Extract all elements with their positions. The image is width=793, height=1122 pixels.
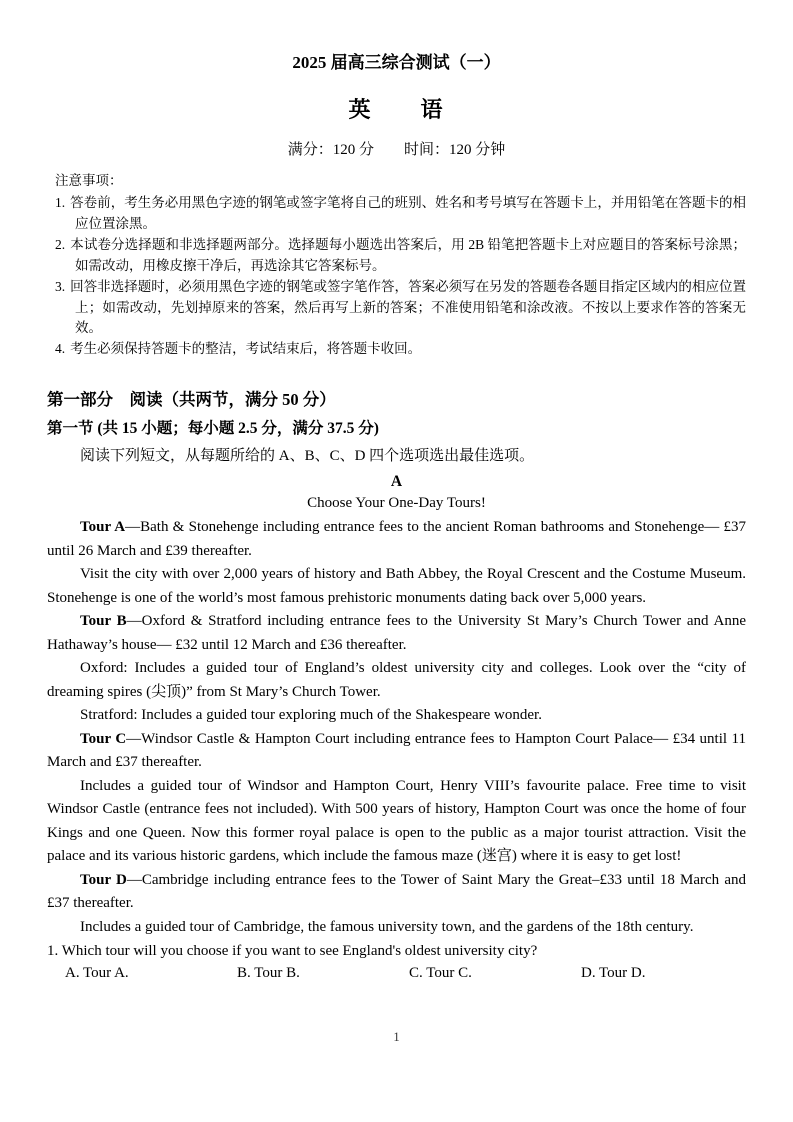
passage-paragraph [47, 704, 746, 728]
exam-title: 2025 届高三综合测试（一） [292, 53, 501, 72]
tour-c-label: Tour C [80, 730, 127, 747]
part-one-heading: 第一部分 阅读（共两节，满分 50 分） [47, 390, 336, 410]
passage-paragraph-tour-d [47, 869, 746, 916]
notice-heading: 注意事项： [55, 173, 123, 188]
notice-item-2-number: 2. [55, 236, 66, 252]
passage-paragraph [47, 916, 746, 940]
tour-a-label: Tour A [80, 519, 126, 536]
notice-item-2 [55, 235, 746, 277]
notice-item-1 [55, 193, 746, 235]
notice-item-3-number: 3. [55, 278, 66, 294]
question-1-option-a: A. Tour A. [65, 965, 129, 982]
notice-item-4 [55, 339, 746, 360]
passage-title: Choose Your One-Day Tours! [307, 495, 486, 512]
question-1-stem: 1. Which tour will you choose if you want to see England's oldest university city? [47, 943, 538, 960]
notice-item-1-number: 1. [55, 194, 66, 210]
paragraph-text: Visit the city with over 2,000 years of history and Bath Abbey, the Royal Crescent and the Costume Museum. Stonehenge is one of the world’s most famous prehistoric monuments dating back over 5,000 years. [47, 566, 746, 606]
paragraph-text: Stratford: Includes a guided tour exploring much of the Shakespeare wonder. [80, 707, 542, 724]
passage-body [47, 516, 746, 939]
notice-item-2-text: 本试卷分选择题和非选择题两部分。选择题每小题选出答案后，用 2B 铅笔把答题卡上对应题目的答案标号涂黑；如需改动，用橡皮擦干净后，再选涂其它答案标号。 [70, 236, 746, 273]
paragraph-text: —Cambridge including entrance fees to the Tower of Saint Mary the Great–£33 until 18 March and £37 thereafter. [47, 871, 746, 912]
question-1-option-c: C. Tour C. [409, 965, 472, 982]
section-instruction: 阅读下列短文，从每题所给的 A、B、C、D 四个选项选出最佳选项。 [80, 448, 535, 465]
passage-paragraph-tour-b [47, 610, 746, 657]
passage-paragraph [47, 775, 746, 869]
paragraph-text: Includes a guided tour of Windsor and Hampton Court, Henry VIII’s favourite palace. Free time to visit Windsor Castle (entrance fees not included). With 500 years of history, Hampton Court was once the home of four Kings and one Queen. Now this former royal palace is open to the public as a major tourist attraction. Visit the palace and its various historic gardens, which include the famous maze (迷宫) where it is easy to get lost! [47, 777, 746, 865]
notice-item-1-text: 答卷前，考生务必用黑色字迹的钢笔或签字笔将自己的班别、姓名和考号填写在答题卡上，并用铅笔在答题卡的相应位置涂黑。 [70, 194, 746, 231]
notice-item-3 [55, 277, 746, 340]
paragraph-text: —Bath & Stonehenge including entrance fees to the ancient Roman bathrooms and Stonehenge— £37 until 26 March and £39 thereafter. [47, 519, 746, 559]
notice-section [47, 171, 746, 360]
question-1-option-d: D. Tour D. [581, 965, 646, 982]
notice-item-3-text: 回答非选择题时，必须用黑色字迹的钢笔或签字笔作答，答案必须写在另发的答题卷各题目指定区域内的相应位置上；如需改动，先划掉原来的答案，然后再写上新的答案；不准使用铅笔和涂改液。不按以上要求作答的答案无效。 [70, 278, 746, 336]
passage-paragraph [47, 563, 746, 610]
question-1-option-b: B. Tour B. [237, 965, 300, 982]
passage-label: A [390, 473, 403, 491]
notice-item-4-number: 4. [55, 341, 66, 357]
passage-paragraph [47, 657, 746, 704]
question-1-options [47, 965, 746, 982]
notice-item-4-text: 考生必须保持答题卡的整洁，考试结束后，将答题卡收回。 [70, 341, 422, 357]
page-number: 1 [393, 1030, 400, 1044]
passage-paragraph-tour-c [47, 728, 746, 775]
subject-title: 英 语 [348, 97, 445, 122]
tour-d-label: Tour D [80, 871, 127, 888]
paragraph-text: Oxford: Includes a guided tour of England’s oldest university city and colleges. Look over the “city of dreaming spires (尖顶)” from St Mary’s Church Tower. [47, 660, 746, 700]
score-time-line: 满分：120 分 时间：120 分钟 [287, 142, 506, 158]
paragraph-text: —Oxford & Stratford including entrance fees to the University St Mary’s Church Tower and Anne Hathaway’s house— £32 until 12 March and £36 thereafter. [47, 613, 746, 653]
paragraph-text: Includes a guided tour of Cambridge, the famous university town, and the gardens of the 18th century. [80, 918, 694, 935]
passage-paragraph-tour-a [47, 516, 746, 563]
section-one-heading: 第一节 (共 15 小题；每小题 2.5 分，满分 37.5 分) [47, 420, 379, 438]
paragraph-text: —Windsor Castle & Hampton Court including entrance fees to Hampton Court Palace— £34 until 11 March and £37 thereafter. [47, 730, 746, 771]
tour-b-label: Tour B [80, 613, 127, 630]
